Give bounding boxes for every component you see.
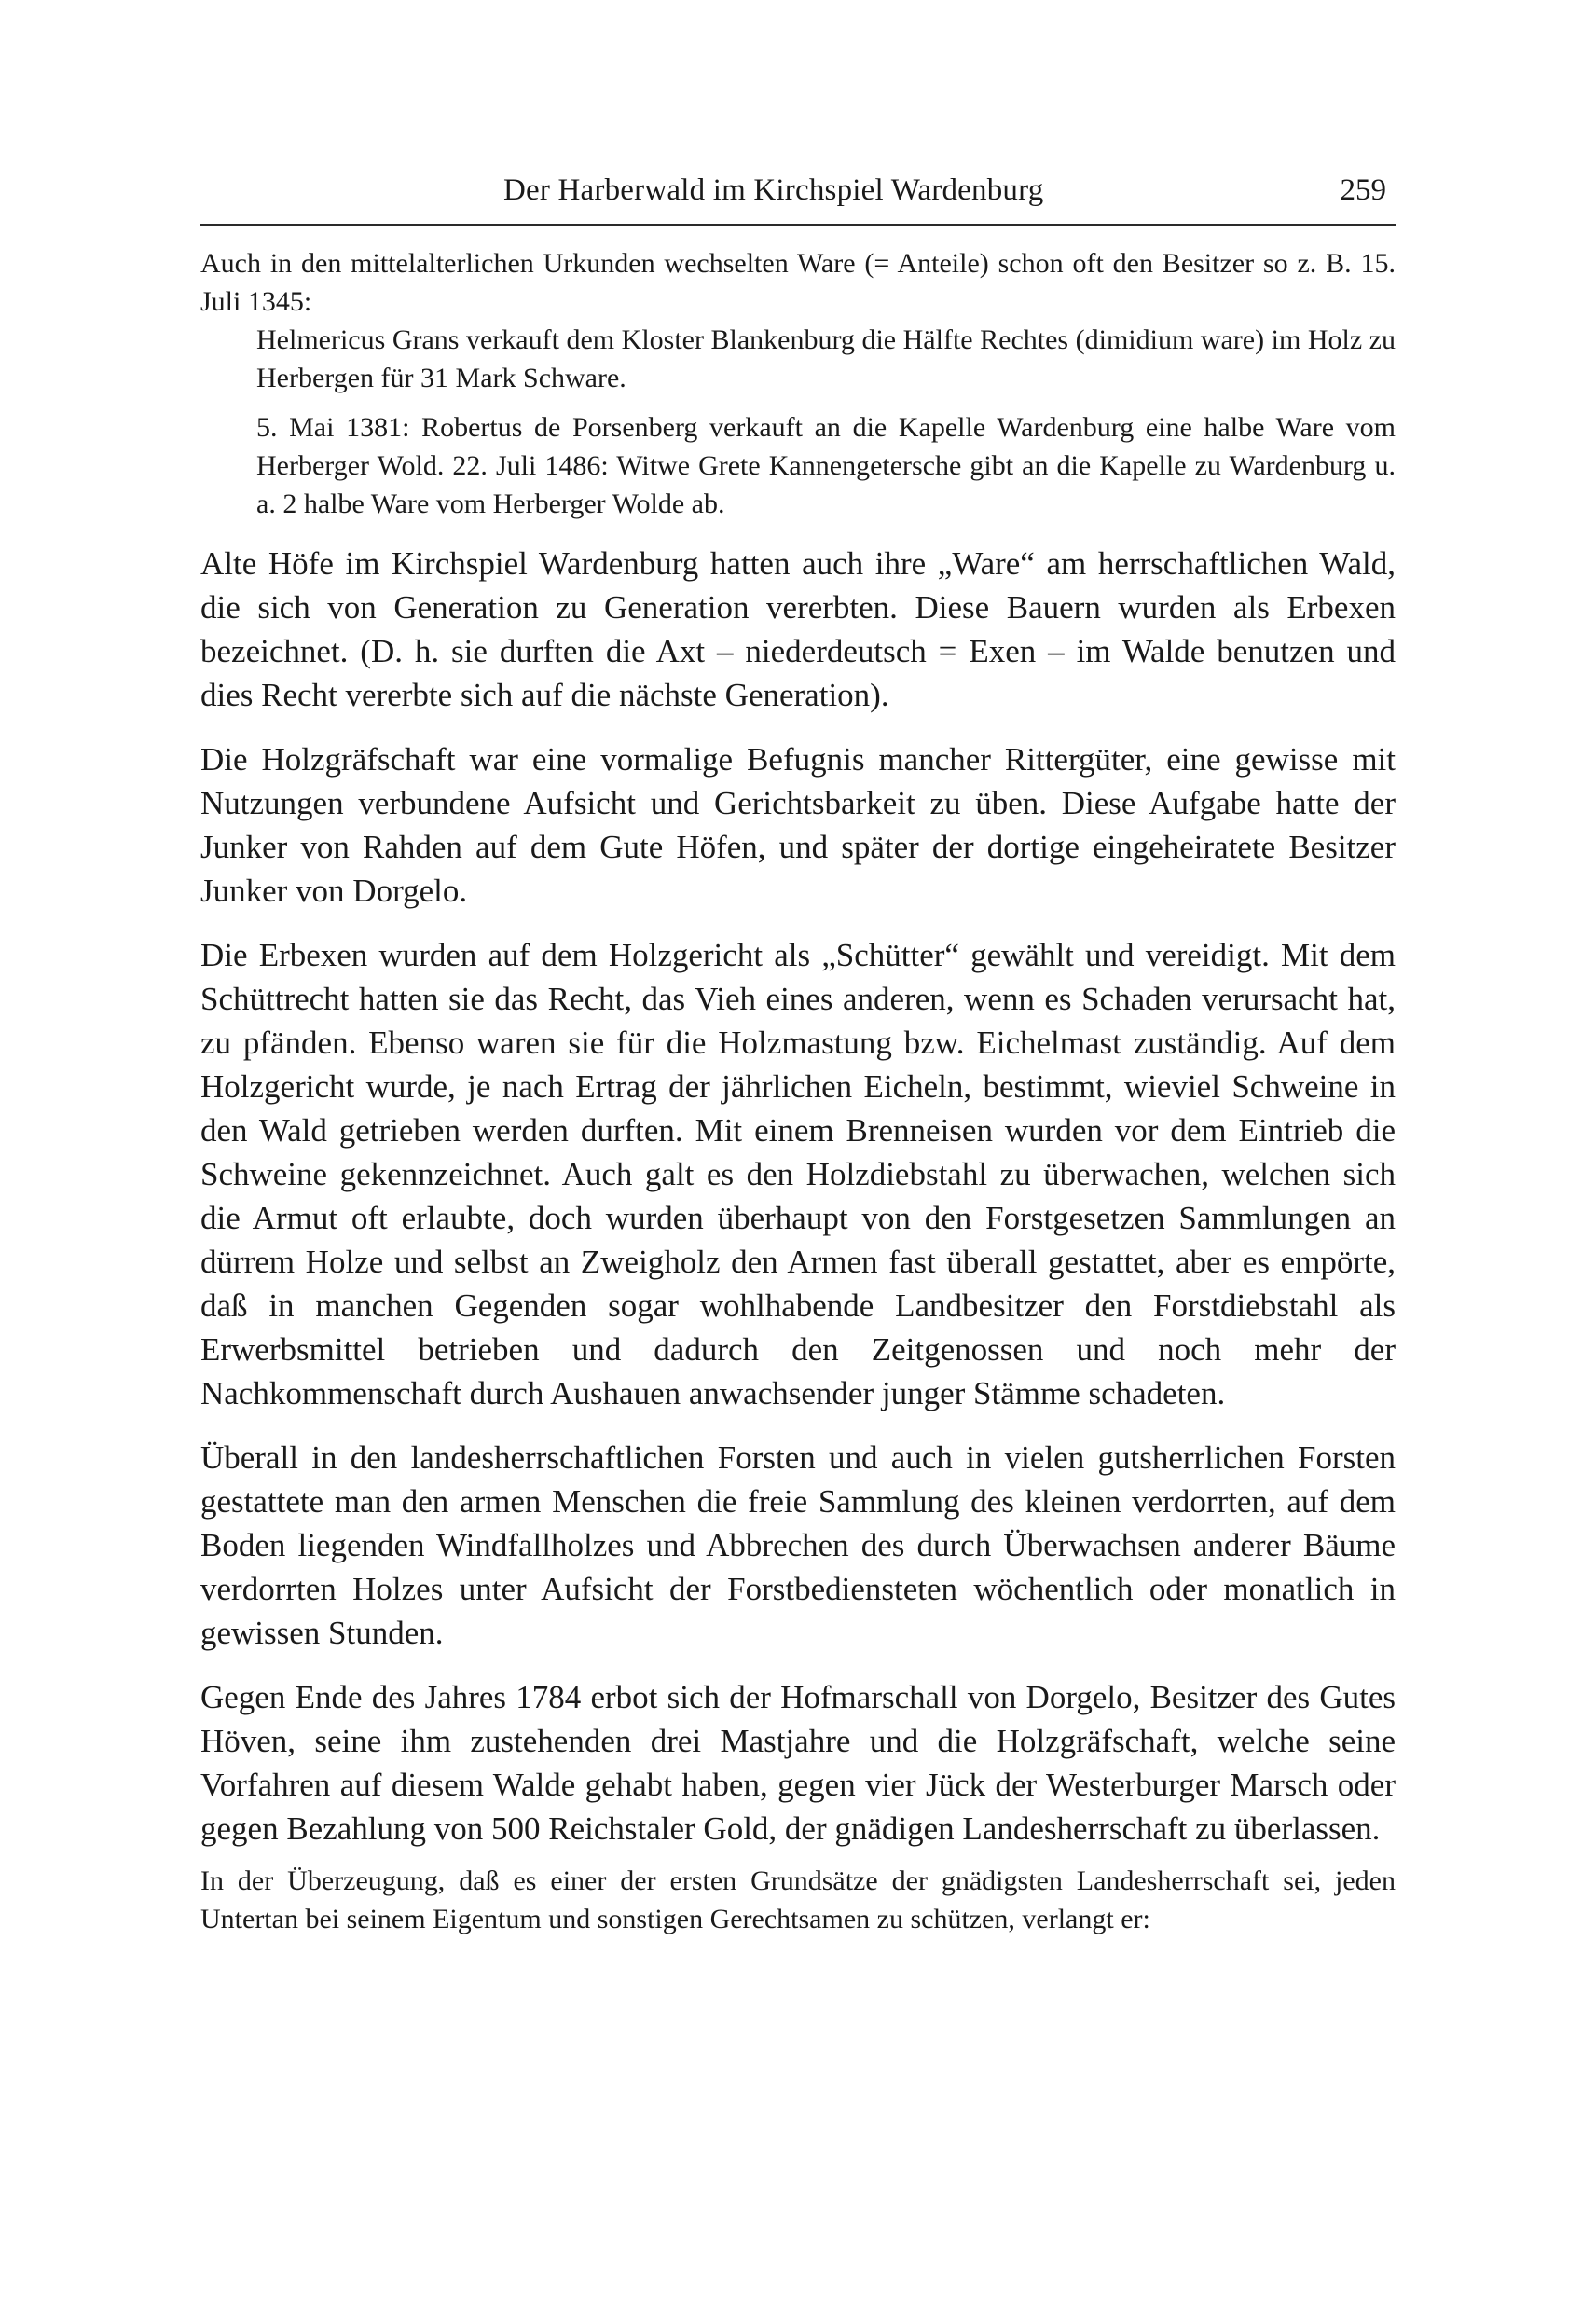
paragraph-holzgraefschaft: Die Holzgräfschaft war eine vormalige Befugnis mancher Rittergüter, eine gewisse mit Nutzungen verbundene Aufsicht und Gerichtsbarkeit zu üben. Diese Aufgabe hatte der Junker von Rahden auf dem Gute Höfen, und später der dortige eingeheiratete Besitzer Junker von Dorgelo.: [200, 741, 1396, 909]
paragraph-ueberzeugung: In der Überzeugung, daß es einer der ersten Grundsätze der gnädigsten Landesherrschaft sei, jeden Untertan bei seinem Eigentum und sonstigen Gerechtsamen zu schützen, verlangt er:: [200, 1865, 1396, 1934]
paragraph-intro-charters: Auch in den mittelalterlichen Urkunden wechselten Ware (= Anteile) schon oft den Besitzer so z. B. 15. Juli 1345:: [200, 248, 1396, 317]
quote-charter-1381-1486: 5. Mai 1381: Robertus de Porsenberg verkauft an die Kapelle Wardenburg eine halbe Ware vom Herberger Wold. 22. Juli 1486: Witwe Grete Kannengetersche gibt an die Kapelle zu Wardenburg u. a. 2 halbe Ware vom Herberger Wolde ab.: [256, 412, 1396, 519]
page-number: 259: [1340, 173, 1386, 207]
running-title: Der Harberwald im Kirchspiel Wardenburg: [503, 173, 1044, 207]
paragraph-erbexen: Alte Höfe im Kirchspiel Wardenburg hatten auch ihre „Ware“ am herrschaftlichen Wald, die sich von Generation zu Generation vererbten. Diese Bauern wurden als Erbexen bezeichnet. (D. h. sie durften die Axt – niederdeutsch = Exen – im Walde benutzen und dies Recht vererbte sich auf die nächste Generation).: [200, 545, 1396, 713]
quote-charter-1345: Helmericus Grans verkauft dem Kloster Blankenburg die Hälfte Rechtes (dimidium ware) im Holz zu Herbergen für 31 Mark Schware.: [256, 324, 1396, 393]
paragraph-windfallholz: Überall in den landesherrschaftlichen Forsten und auch in vielen gutsherrlichen Forsten gestattete man den armen Menschen die freie Sammlung des kleinen verdorrten, auf dem Boden liegenden Windfallholzes und Abbrechen des durch Überwachsen anderer Bäume verdorrten Holzes unter Aufsicht der Forstbediensteten wöchentlich oder monatlich in gewissen Stunden.: [200, 1439, 1396, 1651]
paragraph-hofmarschall-1784: Gegen Ende des Jahres 1784 erbot sich der Hofmarschall von Dorgelo, Besitzer des Gutes Höven, seine ihm zustehenden drei Mastjahre und die Holzgräfschaft, welche seine Vorfahren auf diesem Walde gehabt haben, gegen vier Jück der Westerburger Marsch oder gegen Bezahlung von 500 Reichstaler Gold, der gnädigen Landesherrschaft zu überlassen.: [200, 1679, 1396, 1847]
body-text: [200, 244, 1396, 1938]
paragraph-schuetter: Die Erbexen wurden auf dem Holzgericht als „Schütter“ gewählt und vereidigt. Mit dem Schüttrecht hatten sie das Recht, das Vieh eines anderen, wenn es Schaden verursacht hat, zu pfänden. Ebenso waren sie für die Holzmastung bzw. Eichelmast zuständig. Auf dem Holzgericht wurde, je nach Ertrag der jährlichen Eicheln, bestimmt, wieviel Schweine in den Wald getrieben werden durften. Mit einem Brenneisen wurden vor dem Eintrieb die Schweine gekennzeichnet. Auch galt es den Holzdiebstahl zu überwachen, welchen sich die Armut oft erlaubte, doch wurden überhaupt von den Forstgesetzen Sammlungen an dürrem Holze und selbst an Zweigholz den Armen fast überall gestattet, aber es empörte, daß in manchen Gegenden sogar wohlhabende Landbesitzer den Forstdiebstahl als Erwerbsmittel betrieben und dadurch den Zeitgenossen und noch mehr der Nachkommenschaft durch Aushauen anwachsender junger Stämme schadeten.: [200, 937, 1396, 1411]
running-header: [200, 170, 1396, 226]
